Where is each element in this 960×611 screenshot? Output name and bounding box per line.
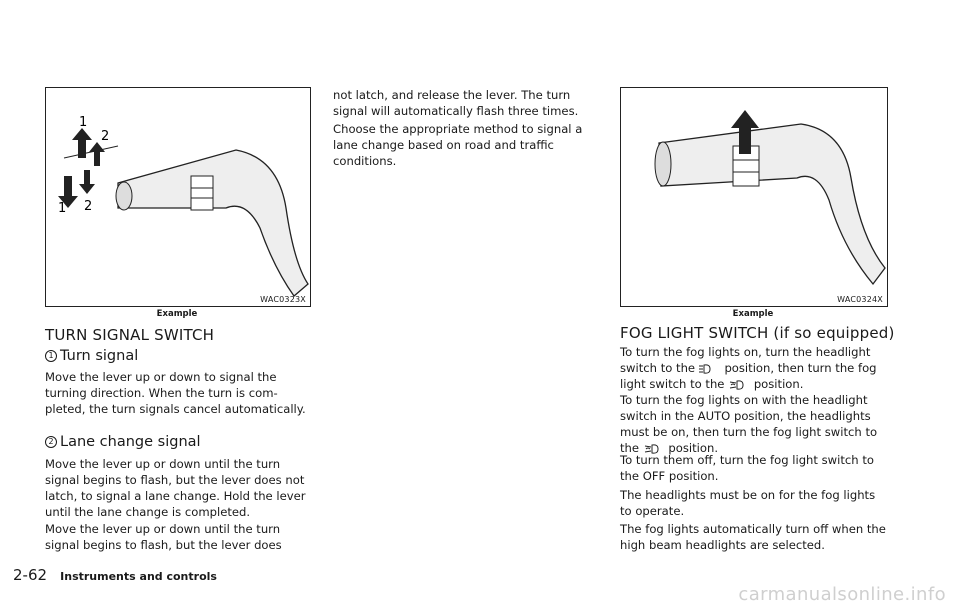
lane-change-subheading — [45, 434, 201, 450]
fog-light-paragraph-1 — [620, 344, 886, 392]
turn-signal-paragraph: Move the lever up or down to signal the turning direction. When the turn is completed, the turn signals cancel automatically. — [45, 370, 306, 416]
fog-light-paragraph-2 — [620, 392, 886, 456]
text-segment: position, then turn the fog light switch to the — [620, 361, 877, 391]
lane-change-method-paragraph: Choose the appropriate method to signal a lane change based on road and traffic conditions. — [333, 122, 583, 168]
lane-change-paragraph: Move the lever up or down until the turn signal begins to flash, but the lever does not latch, to signal a lane change. Hold the lever until the lane change is completed. — [45, 457, 306, 519]
turn-signal-subheading — [45, 348, 138, 364]
page-number: 2-62 — [13, 566, 48, 584]
number-1-icon: 1 — [45, 350, 57, 362]
fog-light-icon — [728, 379, 750, 391]
headlight-icon — [699, 363, 721, 375]
figure-code: WAC0324X — [837, 295, 883, 304]
fog-light-paragraph-3: To turn them off, turn the fog light switch to the OFF position. — [620, 453, 874, 483]
subheading-text: Turn signal — [60, 348, 139, 364]
diagram-label-2-top: 2 — [101, 129, 110, 144]
diagram-label-1-top: 1 — [79, 115, 88, 130]
section-title: Instruments and controls — [60, 570, 217, 583]
fog-light-paragraph-5: The fog lights automatically turn off when the high beam headlights are selected. — [620, 522, 886, 552]
diagram-label-1-bottom: 1 — [58, 201, 67, 216]
turn-signal-heading: TURN SIGNAL SWITCH — [45, 326, 215, 344]
diagram-label-2-bottom: 2 — [84, 199, 93, 214]
fog-light-figure — [620, 87, 888, 307]
text-segment: position. — [753, 377, 804, 391]
fog-light-heading: FOG LIGHT SWITCH (if so equipped) — [620, 324, 895, 342]
text-segment: To turn the fog lights on, turn the headlight switch to the — [620, 345, 871, 375]
subheading-text: Lane change signal — [60, 434, 201, 450]
figure-caption: Example — [732, 309, 774, 319]
fog-light-lever-illustration — [621, 88, 887, 306]
fog-light-paragraph-4: The headlights must be on for the fog lights to operate. — [620, 488, 876, 518]
watermark: carmanualsonline.info — [738, 584, 946, 605]
turn-signal-figure — [45, 87, 311, 307]
text-segment: To turn the fog lights on with the headlight switch in the AUTO position, the headlights must be on, then turn the fog light switch to the — [620, 393, 878, 455]
lane-change-paragraph-2: Move the lever up or down until the turn signal begins to flash, but the lever does — [45, 522, 282, 552]
figure-caption: Example — [156, 309, 198, 319]
page-footer — [13, 565, 217, 584]
turn-signal-lever-illustration — [46, 88, 310, 306]
number-2-icon: 2 — [45, 436, 57, 448]
figure-code: WAC0323X — [260, 295, 306, 304]
text-segment: position. — [668, 441, 719, 455]
lane-change-paragraph-continued: not latch, and release the lever. The turn signal will automatically flash three times. — [333, 88, 579, 118]
